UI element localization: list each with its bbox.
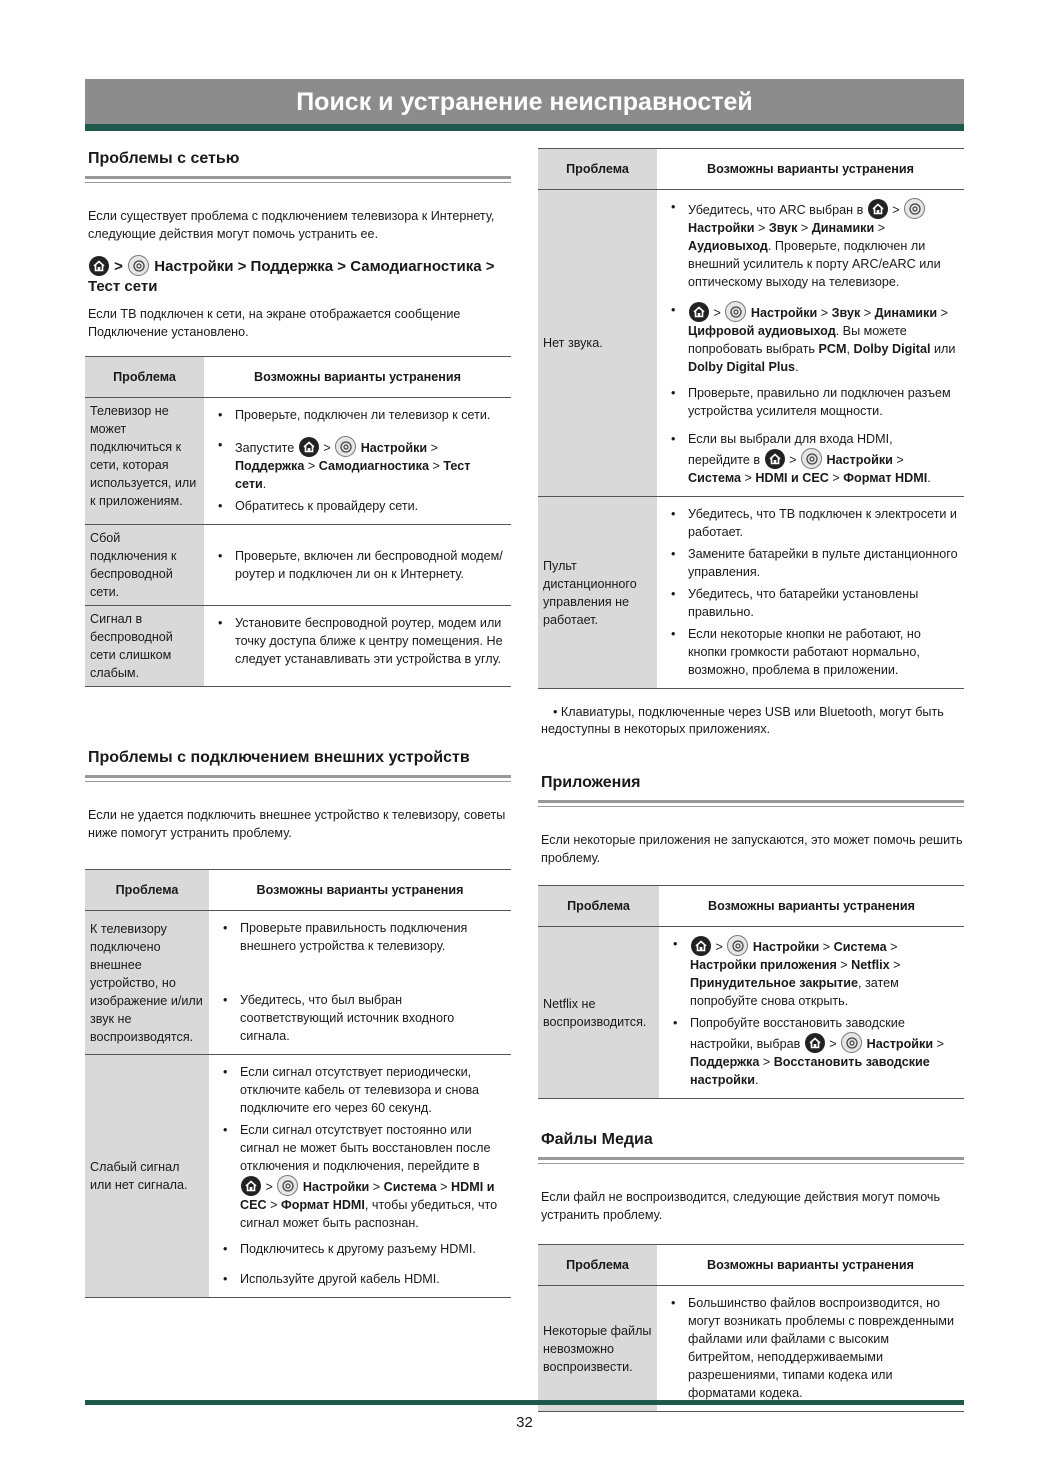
list-item: • Проверьте, подключен ли телевизор к сети. <box>216 406 505 424</box>
path-hdmi-format: Формат HDMI <box>843 471 928 485</box>
table-row <box>538 1286 964 1412</box>
list-item-text: Убедитесь, что ARC выбран в <box>688 203 864 217</box>
gear-icon <box>335 436 356 457</box>
col-solution-header: Возможны варианты устранения <box>204 357 511 398</box>
path-self-diagnosis: Самодиагностика <box>350 258 482 275</box>
path-speakers: Динамики <box>874 306 938 320</box>
divider <box>85 775 511 782</box>
col-solution-header: Возможны варианты устранения <box>659 886 964 927</box>
path-network-test: Тест сети <box>235 459 471 491</box>
gear-icon <box>727 935 748 956</box>
list-item: • Проверьте правильность подключения внешнего устройства к телевизору. <box>221 919 505 955</box>
list-item: • Используйте другой кабель HDMI. <box>221 1270 505 1288</box>
home-icon <box>765 449 785 469</box>
network-table <box>85 356 511 687</box>
solution-cell <box>657 190 964 497</box>
path-settings: Настройки <box>154 258 234 275</box>
left-column <box>85 150 511 1298</box>
solution-cell <box>204 525 511 606</box>
table-row <box>85 911 511 1055</box>
sound-table <box>538 148 964 689</box>
table-row <box>85 1055 511 1298</box>
solution-cell <box>204 398 511 525</box>
home-icon <box>89 256 109 276</box>
path-support: Поддержка <box>235 459 305 473</box>
list-item: • Замените батарейки в пульте дистанционного управления. <box>669 545 958 581</box>
path-settings: Настройки <box>750 306 818 320</box>
table-row <box>85 606 511 687</box>
list-item: • Если некоторые кнопки не работают, но кнопки громкости работают нормально, возможно, проблема в приложении. <box>669 625 958 679</box>
gear-icon <box>801 448 822 469</box>
list-item: • Проверьте, включен ли беспроводной модем/роутер и подключен ли он к Интернету. <box>216 547 505 583</box>
problem-cell: Слабый сигнал или нет сигнала. <box>85 1055 209 1298</box>
list-item: • Обратитесь к провайдеру сети. <box>216 497 505 515</box>
path-force-stop: Принудительное закрытие <box>690 976 858 990</box>
table-row <box>85 525 511 606</box>
solution-cell <box>659 927 964 1099</box>
apps-intro: Если некоторые приложения не запускаются, это может помочь решить проблему. <box>541 833 963 865</box>
network-note: Если ТВ подключен к сети, на экране отображается сообщение Подключение установлено. <box>88 307 461 339</box>
list-item-text: Клавиатуры, подключенные через USB или Bluetooth, могут быть недоступны в некоторых приложениях. <box>541 705 944 736</box>
table-row <box>85 398 511 525</box>
path-settings: Настройки <box>360 441 428 455</box>
path-settings: Настройки <box>826 453 893 467</box>
path-system: Система <box>833 940 887 954</box>
list-item-text: Попробуйте восстановить заводские настройки, выбрав <box>690 1016 905 1051</box>
col-problem-header: Проблема <box>85 357 204 398</box>
list-item-text: , чтобы убедиться, что сигнал может быть распознан. <box>240 1198 498 1230</box>
path-hdmi-format: Формат HDMI <box>280 1198 365 1212</box>
solution-cell <box>204 606 511 687</box>
list-item: • Убедитесь, что батарейки установлены правильно. <box>669 585 958 621</box>
media-table <box>538 1244 964 1412</box>
list-item: • > Настройки > Звук > Динамики > Цифровой аудиовыход. Вы можете попробовать выбрать PCM, Dolby Digital или Dolby Digital Plus. <box>669 301 958 376</box>
home-icon <box>691 936 711 956</box>
problem-cell: Пульт дистанционного управления не работает. <box>538 497 657 689</box>
right-column <box>538 148 964 1412</box>
problem-cell: Нет звука. <box>538 190 657 497</box>
problem-cell: К телевизору подключено внешнее устройство, но изображение и/или звук не воспроизводятся. <box>85 911 209 1055</box>
section-title-external: Проблемы с подключением внешних устройств <box>88 749 470 766</box>
col-solution-header: Возможны варианты устранения <box>209 870 511 911</box>
problem-cell: Сигнал в беспроводной сети слишком слабым. <box>85 606 204 687</box>
path-hdmi-cec: HDMI и CEC <box>240 1180 495 1212</box>
network-intro: Если существует проблема с подключением телевизора к Интернету, следующие действия могут помочь устранить ее. <box>88 209 495 241</box>
list-item: • Если сигнал отсутствует периодически, отключите кабель от телевизора и снова подключите его через 60 секунд. <box>221 1063 505 1117</box>
path-netflix: Netflix <box>851 958 890 972</box>
problem-cell: Телевизор не может подключиться к сети, которая используется, или к приложениям. <box>85 398 204 525</box>
path-settings: Настройки <box>688 221 755 235</box>
solution-cell <box>209 911 511 1055</box>
option-dolby-digital: Dolby Digital <box>853 342 931 356</box>
col-problem-header: Проблема <box>538 1245 657 1286</box>
keyboard-note: • Клавиатуры, подключенные через USB или Bluetooth, могут быть недоступны в некоторых приложениях. <box>541 705 944 736</box>
list-item-text: Если сигнал отсутствует постоянно или сигнал не может быть восстановлен после отключения и подключения, перейдите в <box>240 1123 491 1173</box>
list-item: • Проверьте, правильно ли подключен разъем устройства усилителя мощности. <box>669 384 958 420</box>
divider <box>538 1157 964 1164</box>
path-network-test: Тест сети <box>88 278 158 295</box>
page-number: 32 <box>516 1414 533 1431</box>
solution-cell <box>657 1286 964 1412</box>
home-icon <box>805 1033 825 1053</box>
path-system: Система <box>688 471 742 485</box>
path-factory-reset: Восстановить заводские настройки <box>690 1055 930 1087</box>
list-item-text: . Проверьте, подключен ли внешний усилитель к порту ARC/eARC или оптическому выходу на телевизоре. <box>688 239 941 289</box>
list-item: • Большинство файлов воспроизводится, но могут возникать проблемы с поврежденными файлами или файлами с высоким битрейтом, неподдерживаемыми разрешениями, типами кодека или форматами кодека. <box>669 1294 958 1402</box>
list-item: • Если вы выбрали для входа HDMI, перейдите в > Настройки > Система > HDMI и CEC > Формат HDMI. <box>669 430 958 487</box>
external-intro: Если не удается подключить внешнее устройство к телевизору, советы ниже помогут устранить проблему. <box>88 808 506 840</box>
table-row <box>538 927 964 1099</box>
home-icon <box>299 437 319 457</box>
table-row <box>538 497 964 689</box>
col-solution-header: Возможны варианты устранения <box>657 149 964 190</box>
list-item-text: или <box>933 342 956 356</box>
table-row <box>538 190 964 497</box>
section-title-media: Файлы Медиа <box>541 1131 653 1148</box>
path-sound: Звук <box>768 221 798 235</box>
path-support: Поддержка <box>690 1055 760 1069</box>
list-item: • Попробуйте восстановить заводские настройки, выбрав > Настройки > Поддержка > Восстановить заводские настройки. <box>671 1014 958 1089</box>
list-item: • Подключитесь к другому разъему HDMI. <box>221 1240 505 1258</box>
path-digital-audio-output: Цифровой аудиовыход <box>688 324 836 338</box>
solution-cell <box>209 1055 511 1298</box>
path-settings: Настройки <box>866 1037 934 1051</box>
gear-icon <box>128 255 149 276</box>
list-item-text: . Вы можете попробовать выбрать <box>688 324 907 356</box>
divider <box>538 800 964 807</box>
list-item: • Убедитесь, что был выбран соответствующий источник входного сигнала. <box>221 991 505 1045</box>
section-title-apps: Приложения <box>541 774 641 791</box>
list-item: • Установите беспроводной роутер, модем или точку доступа ближе к центру помещения. Не следует устанавливать эти устройства в углу. <box>216 614 505 668</box>
path-settings: Настройки <box>302 1180 370 1194</box>
path-self-diagnosis: Самодиагностика <box>318 459 429 473</box>
footer-rule <box>85 1400 964 1405</box>
divider <box>85 176 511 183</box>
list-item-text: Если вы выбрали для входа HDMI, перейдите в <box>688 432 893 467</box>
solution-cell <box>657 497 964 689</box>
path-support: Поддержка <box>250 258 334 275</box>
path-sound: Звук <box>831 306 861 320</box>
gear-icon <box>841 1032 862 1053</box>
path-settings: Настройки <box>752 940 820 954</box>
home-icon <box>241 1176 261 1196</box>
path-app-settings: Настройки приложения <box>690 958 837 972</box>
list-item: • Убедитесь, что ARC выбран в > Настройки > Звук > Динамики > Аудиовыход. Проверьте, подключен ли внешний усилитель к порту ARC/eARC или оптическому выходу на телевизоре. <box>669 198 958 291</box>
option-dolby-digital-plus: Dolby Digital Plus <box>688 360 796 374</box>
list-item: • Запустите > Настройки > Поддержка > Самодиагностика > Тест сети. <box>216 436 505 493</box>
list-item-text: , затем попробуйте снова открыть. <box>690 976 899 1008</box>
list-item: • > Настройки > Система > Настройки приложения > Netflix > Принудительное закрытие, затем попробуйте снова открыть. <box>671 935 958 1010</box>
path-hdmi-cec: HDMI и CEC <box>755 471 829 485</box>
media-intro: Если файл не воспроизводится, следующие действия могут помочь устранить проблему. <box>541 1190 941 1222</box>
problem-cell: Netflix не воспроизводится. <box>538 927 659 1099</box>
path-audio-output: Аудиовыход <box>688 239 768 253</box>
list-item-text: Запустите <box>235 441 295 455</box>
section-title-network: Проблемы с сетью <box>88 150 240 167</box>
path-system: Система <box>383 1180 437 1194</box>
col-solution-header: Возможны варианты устранения <box>657 1245 964 1286</box>
gear-icon <box>277 1175 298 1196</box>
col-problem-header: Проблема <box>85 870 209 911</box>
option-pcm: PCM <box>818 342 847 356</box>
gear-icon <box>904 198 925 219</box>
list-item: • Если сигнал отсутствует постоянно или сигнал не может быть восстановлен после отключения и подключения, перейдите в > Настройки > Система > HDMI и CEC > Формат HDMI, чтобы убедиться, что сигнал может быть распознан. <box>221 1121 505 1232</box>
gear-icon <box>725 301 746 322</box>
home-icon <box>689 302 709 322</box>
path-speakers: Динамики <box>811 221 875 235</box>
list-item: • Убедитесь, что ТВ подключен к электросети и работает. <box>669 505 958 541</box>
problem-cell: Сбой подключения к беспроводной сети. <box>85 525 204 606</box>
apps-table <box>538 885 964 1099</box>
external-table <box>85 869 511 1298</box>
network-path: > Настройки > Поддержка > Самодиагностика > Тест сети <box>88 255 511 297</box>
problem-cell: Некоторые файлы невозможно воспроизвести. <box>538 1286 657 1412</box>
home-icon <box>868 199 888 219</box>
col-problem-header: Проблема <box>538 149 657 190</box>
page-title: Поиск и устранение неисправностей <box>85 79 964 131</box>
col-problem-header: Проблема <box>538 886 659 927</box>
